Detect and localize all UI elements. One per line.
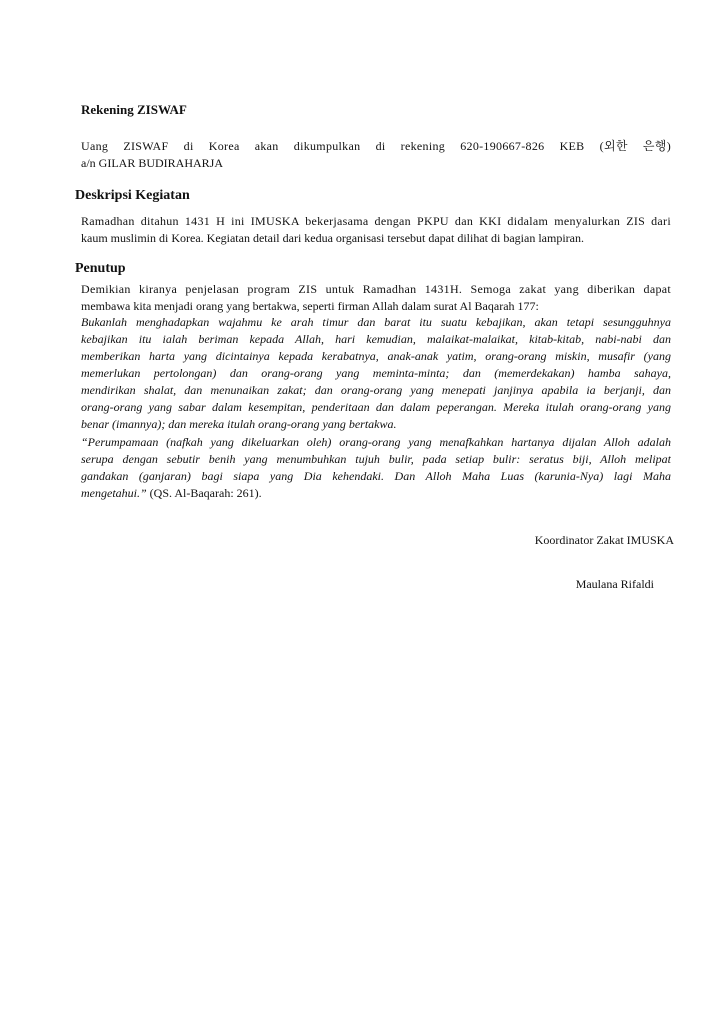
signature-role: Koordinator Zakat IMUSKA xyxy=(534,533,674,547)
rekening-heading: Rekening ZISWAF xyxy=(81,102,187,117)
deskripsi-line-2: kaum muslimin di Korea. Kegiatan detail dari kedua organisasi tersebut dapat dilihat di bagian lampiran. xyxy=(81,231,584,245)
rekening-line-2: a/n GILAR BUDIRAHARJA xyxy=(81,156,223,170)
penutup-intro xyxy=(81,281,671,315)
penutup-heading: Penutup xyxy=(75,261,126,276)
deskripsi-paragraph xyxy=(81,213,671,247)
verse-paragraph xyxy=(81,314,671,433)
verse-line: memerlukan pertolongan) dan orang-orang yang meminta-minta; dan (memerdekakan) hamba sahaya, xyxy=(81,366,671,380)
penutup-intro-line-2: membawa kita menjadi orang yang bertakwa, seperti firman Allah dalam surat Al Baqarah 177: xyxy=(81,299,539,313)
verse-line: Bukanlah menghadapkan wajahmu ke arah timur dan barat itu suatu kebajikan, akan tetapi sesungguhnya xyxy=(81,315,671,329)
verse-line: mendirikan shalat, dan menunaikan zakat; dan orang-orang yang menepati janjinya apabila ia berjanji, dan xyxy=(81,383,671,397)
verse-line: benar (imannya); dan mereka itulah orang-orang yang bertakwa. xyxy=(81,417,397,431)
verse-line: orang-orang yang sabar dalam kesempitan, penderitaan dan dalam peperangan. Mereka itulah orang-orang yang xyxy=(81,400,671,414)
quote-line: gandakan (ganjaran) bagi siapa yang Dia kehendaki. Dan Alloh Maha Luas (karunia-Nya) lagi Maha xyxy=(81,469,671,483)
verse-line: memberikan harta yang dicintainya kepada kerabatnya, anak-anak yatim, orang-orang miskin, musafir (yang xyxy=(81,349,671,363)
signature-name: Maulana Rifaldi xyxy=(575,577,654,591)
rekening-paragraph xyxy=(81,138,671,172)
rekening-line-1: Uang ZISWAF di Korea akan dikumpulkan di rekening 620-190667-826 KEB (외한 은행) xyxy=(81,139,671,153)
quote-line: “Perumpamaan (nafkah yang dikeluarkan oleh) orang-orang yang menafkahkan hartanya dijalan Alloh adalah xyxy=(81,435,671,449)
quote-paragraph xyxy=(81,434,671,502)
penutup-intro-line-1: Demikian kiranya penjelasan program ZIS untuk Ramadhan 1431H. Semoga zakat yang diberikan dapat xyxy=(81,282,671,296)
quote-line: serupa dengan sebutir benih yang menumbuhkan tujuh bulir, pada setiap bulir: seratus biji, Alloh melipat xyxy=(81,452,671,466)
quote-ending: mengetahui.” xyxy=(81,486,147,500)
verse-line: kebajikan itu ialah beriman kepada Allah, hari kemudian, malaikat-malaikat, kitab-kitab, nabi-nabi dan xyxy=(81,332,671,346)
deskripsi-line-1: Ramadhan ditahun 1431 H ini IMUSKA bekerjasama dengan PKPU dan KKI didalam menyalurkan ZIS dari xyxy=(81,214,671,228)
quote-reference: (QS. Al-Baqarah: 261). xyxy=(146,486,262,500)
quote-last-line xyxy=(81,485,671,502)
deskripsi-heading: Deskripsi Kegiatan xyxy=(75,188,190,203)
